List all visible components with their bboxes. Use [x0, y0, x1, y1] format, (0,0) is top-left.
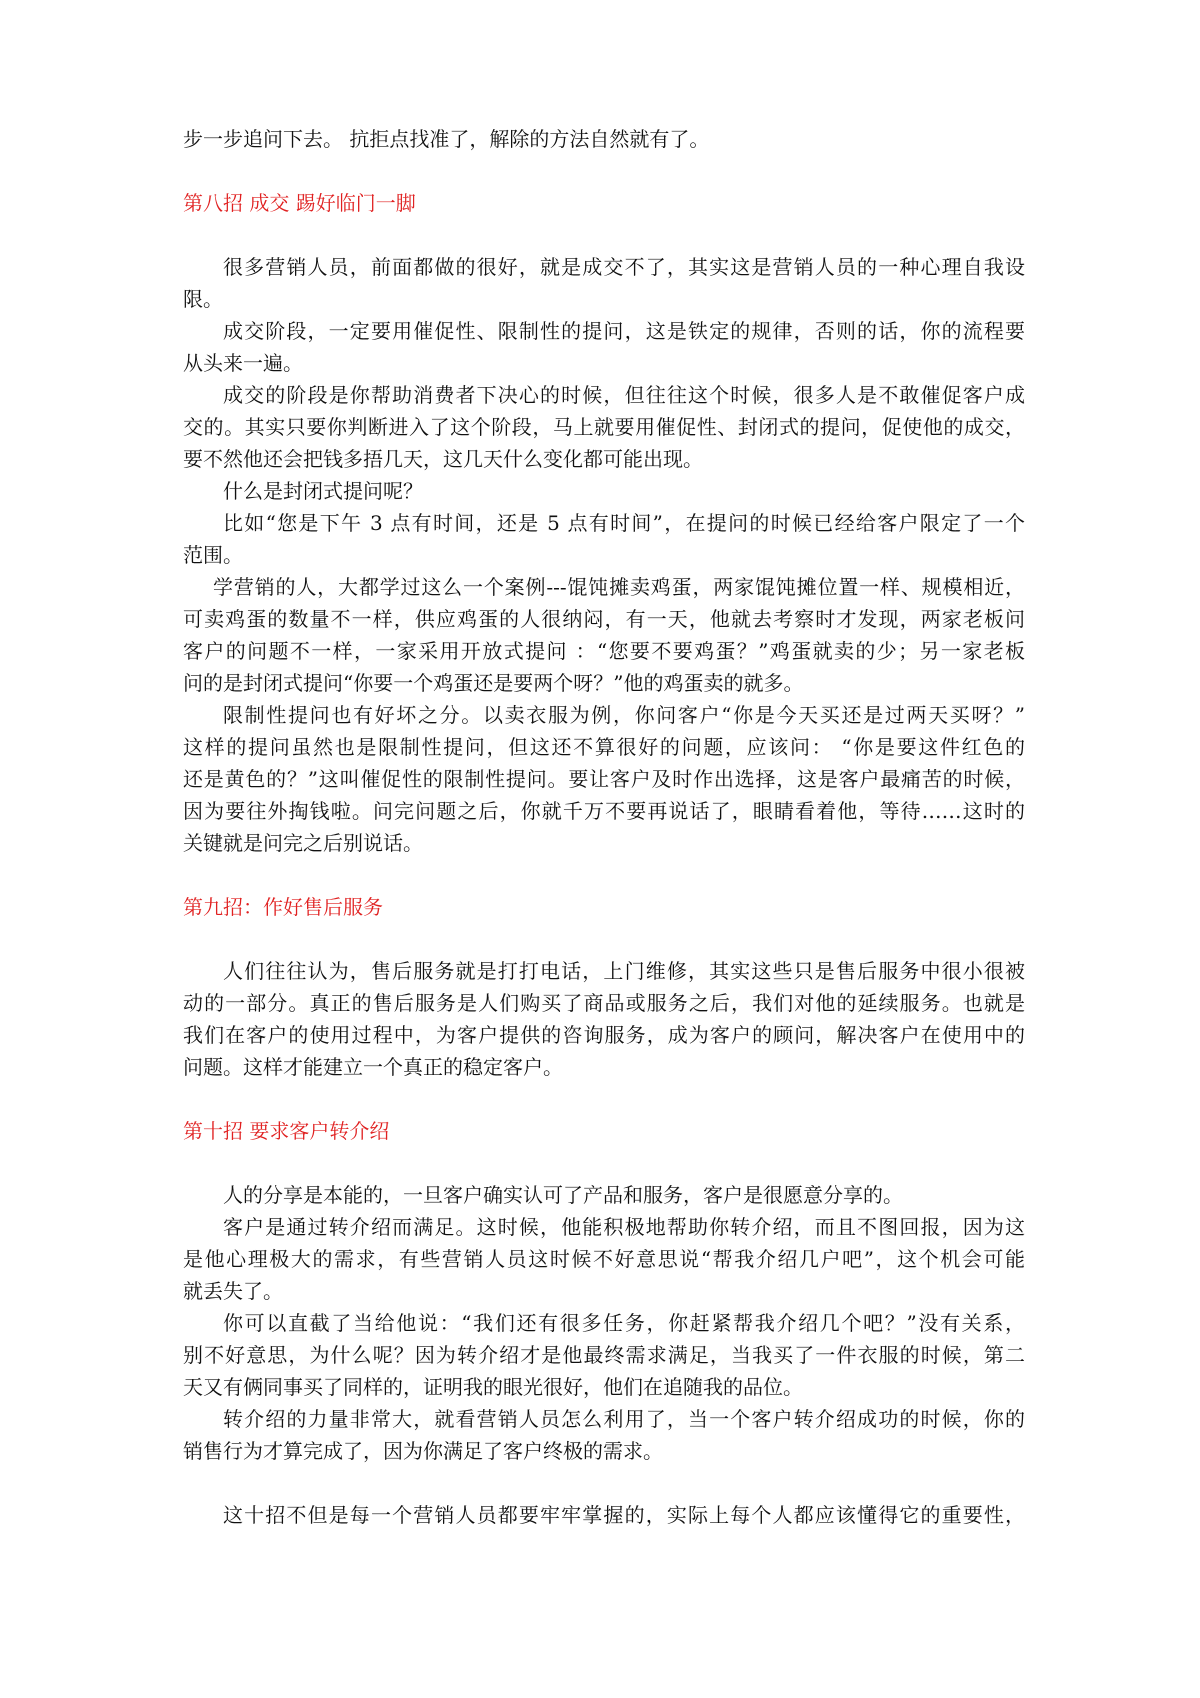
text-line: 人的分享是本能的，一旦客户确实认可了产品和服务，客户是很愿意分享的。: [223, 1183, 903, 1207]
text-line: 限。: [183, 287, 223, 311]
text-line: 问题。这样才能建立一个真正的稳定客户。: [183, 1055, 563, 1079]
text-line: 因为要往外掏钱啦。问完问题之后，你就千万不要再说话了，眼睛看着他，等待……这时的: [183, 799, 1025, 823]
text-line: 这样的提问虽然也是限制性提问，但这还不算很好的问题，应该问： “你是要这件红色的: [183, 735, 1025, 759]
text-line: 比如“您是下午 3 点有时间，还是 5 点有时间”，在提问的时候已经给客户限定了一个: [223, 511, 1025, 535]
text-line: 问的是封闭式提问“你要一个鸡蛋还是要两个呀？”他的鸡蛋卖的就多。: [183, 671, 804, 695]
text-line: 销售行为才算完成了，因为你满足了客户终极的需求。: [183, 1439, 663, 1463]
text-line: 就丢失了。: [183, 1279, 283, 1303]
text-line: 成交的阶段是你帮助消费者下决心的时候，但往往这个时候，很多人是不敢催促客户成: [223, 383, 1025, 407]
text-line: 客户是通过转介绍而满足。这时候，他能积极地帮助你转介绍，而且不图回报，因为这: [223, 1215, 1025, 1239]
text-line: 步一步追问下去。 抗拒点找准了，解除的方法自然就有了。: [183, 127, 710, 151]
text-line: 动的一部分。真正的售后服务是人们购买了商品或服务之后，我们对他的延续服务。也就是: [183, 991, 1025, 1015]
text-line: 交的。其实只要你判断进入了这个阶段，马上就要用催促性、封闭式的提问，促使他的成交，: [183, 415, 1025, 439]
text-line: 别不好意思，为什么呢？因为转介绍才是他最终需求满足，当我买了一件衣服的时候，第二: [183, 1343, 1025, 1367]
text-line: 你可以直截了当给他说：“我们还有很多任务，你赶紧帮我介绍几个吧？”没有关系，: [223, 1311, 1025, 1335]
text-line: 要不然他还会把钱多捂几天，这几天什么变化都可能出现。: [183, 447, 703, 471]
text-line: 什么是封闭式提问呢？: [223, 479, 423, 503]
text-line: 很多营销人员，前面都做的很好，就是成交不了，其实这是营销人员的一种心理自我设: [223, 255, 1025, 279]
section-heading: 第八招 成交 踢好临门一脚: [183, 191, 416, 215]
text-line: 限制性提问也有好坏之分。以卖衣服为例，你问客户“你是今天买还是过两天买呀？”: [223, 703, 1025, 727]
text-line: 还是黄色的？”这叫催促性的限制性提问。要让客户及时作出选择，这是客户最痛苦的时候，: [183, 767, 1025, 791]
text-line: 是他心理极大的需求，有些营销人员这时候不好意思说“帮我介绍几户吧”，这个机会可能: [183, 1247, 1025, 1271]
section-heading: 第九招：作好售后服务: [183, 895, 383, 919]
text-line: 客户的问题不一样，一家采用开放式提问 ：“您要不要鸡蛋？”鸡蛋就卖的少；另一家老板: [183, 639, 1025, 663]
section-heading: 第十招 要求客户转介绍: [183, 1119, 390, 1143]
text-line: 天又有俩同事买了同样的，证明我的眼光很好，他们在追随我的品位。: [183, 1375, 803, 1399]
text-line: 人们往往认为，售后服务就是打打电话，上门维修，其实这些只是售后服务中很小很被: [223, 959, 1025, 983]
text-line: 范围。: [183, 543, 243, 567]
text-line: 这十招不但是每一个营销人员都要牢牢掌握的，实际上每个人都应该懂得它的重要性，: [223, 1503, 1025, 1527]
text-line: 可卖鸡蛋的数量不一样，供应鸡蛋的人很纳闷，有一天，他就去考察时才发现，两家老板问: [183, 607, 1025, 631]
text-line: 转介绍的力量非常大，就看营销人员怎么利用了，当一个客户转介绍成功的时候，你的: [223, 1407, 1025, 1431]
text-line: 学营销的人，大都学过这么一个案例---馄饨摊卖鸡蛋，两家馄饨摊位置一样、规模相近，: [213, 575, 1025, 599]
text-line: 我们在客户的使用过程中，为客户提供的咨询服务，成为客户的顾问，解决客户在使用中的: [183, 1023, 1025, 1047]
text-line: 从头来一遍。: [183, 351, 303, 375]
text-line: 关键就是问完之后别说话。: [183, 831, 423, 855]
text-line: 成交阶段，一定要用催促性、限制性的提问，这是铁定的规律，否则的话，你的流程要: [223, 319, 1025, 343]
